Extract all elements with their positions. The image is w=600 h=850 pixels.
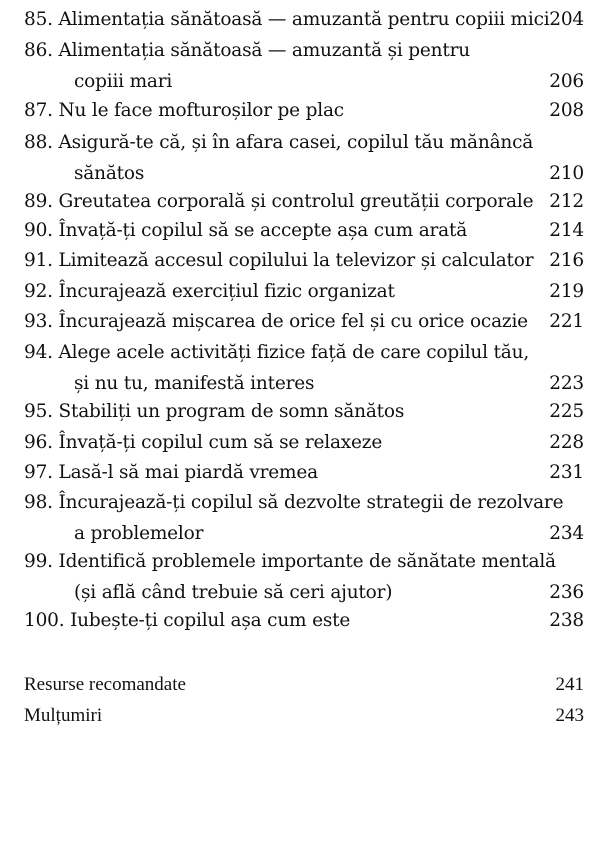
toc-page-number: 212 (549, 191, 584, 212)
toc-page-number: 243 (555, 705, 584, 726)
toc-entry-title-continued: a problemelor (74, 523, 204, 544)
toc-back-matter-entry (24, 700, 584, 731)
toc-page-number: 231 (549, 462, 584, 483)
toc-entry-title: 97. Lasă-l să mai piardă vremea (24, 462, 318, 483)
toc-entry-title: 90. Învață-ți copilul să se accepte așa cum arată (24, 220, 468, 241)
toc-page-number: 219 (549, 281, 584, 302)
toc-entry (24, 487, 584, 549)
toc-page-number: 206 (549, 71, 584, 92)
toc-entry-title: 87. Nu le face mofturoșilor pe plac (24, 100, 344, 121)
toc-page-number: 208 (549, 100, 584, 121)
toc-entry (24, 605, 584, 636)
toc-page-number: 241 (555, 674, 584, 695)
toc-page-number: 214 (549, 220, 584, 241)
toc-entry-title: 95. Stabiliți un program de somn sănătos (24, 401, 405, 422)
toc-entry-title: 85. Alimentația sănătoasă — amuzantă pentru copiii mici (24, 9, 550, 30)
toc-entry-title-continued: copiii mari (74, 71, 173, 92)
toc-page-number: 225 (549, 401, 584, 422)
toc-entry-title: 93. Încurajează mișcarea de orice fel și cu orice ocazie (24, 311, 528, 332)
toc-entry (24, 457, 584, 488)
toc-back-matter-entry (24, 669, 584, 700)
toc-page-number: 238 (549, 610, 584, 631)
toc-entry (24, 35, 584, 97)
toc-entry (24, 306, 584, 337)
toc-entry-title: 98. Încurajează-ți copilul să dezvolte strategii de rezolvare (24, 492, 564, 513)
toc-page-number: 236 (549, 582, 584, 603)
toc-entry-title: 100. Iubește-ți copilul așa cum este (24, 610, 351, 631)
toc-entry-title: 92. Încurajează exercițiul fizic organizat (24, 281, 395, 302)
toc-entry (24, 95, 584, 126)
toc-entry-title-continued: sănătos (74, 163, 145, 184)
toc-page-number: 221 (549, 311, 584, 332)
toc-entry-title: Mulțumiri (24, 705, 103, 726)
toc-entry-title: Resurse recomandate (24, 674, 186, 695)
toc-entry-title: 96. Învață-ți copilul cum să se relaxeze (24, 432, 383, 453)
toc-entry (24, 276, 584, 307)
toc-entry (24, 186, 584, 217)
toc-entry-title-continued: (și află când trebuie să ceri ajutor) (74, 582, 393, 603)
toc-entry (24, 4, 584, 35)
toc-entry (24, 337, 584, 399)
toc-page-number: 210 (549, 163, 584, 184)
toc-entry (24, 215, 584, 246)
toc-entry-title: 89. Greutatea corporală și controlul greutății corporale (24, 191, 534, 212)
toc-page-number: 228 (549, 432, 584, 453)
toc-page-number: 216 (549, 250, 584, 271)
toc-page-number: 223 (549, 373, 584, 394)
toc-entry (24, 396, 584, 427)
toc-entry (24, 127, 584, 189)
toc-entry-title-continued: și nu tu, manifestă interes (74, 373, 315, 394)
toc-entry-title: 94. Alege acele activități fizice față de care copilul tău, (24, 342, 530, 363)
toc-page-number: 234 (549, 523, 584, 544)
toc-entry (24, 546, 584, 608)
toc-entry (24, 245, 584, 276)
toc-entry-title: 99. Identifică problemele importante de sănătate mentală (24, 551, 556, 572)
toc-entry (24, 427, 584, 458)
toc-page-number: 204 (549, 9, 584, 30)
toc-entry-title: 86. Alimentația sănătoasă — amuzantă și pentru (24, 40, 470, 61)
toc-entry-title: 91. Limitează accesul copilului la televizor și calculator (24, 250, 534, 271)
toc-entry-title: 88. Asigură-te că, și în afara casei, copilul tău mănâncă (24, 132, 534, 153)
